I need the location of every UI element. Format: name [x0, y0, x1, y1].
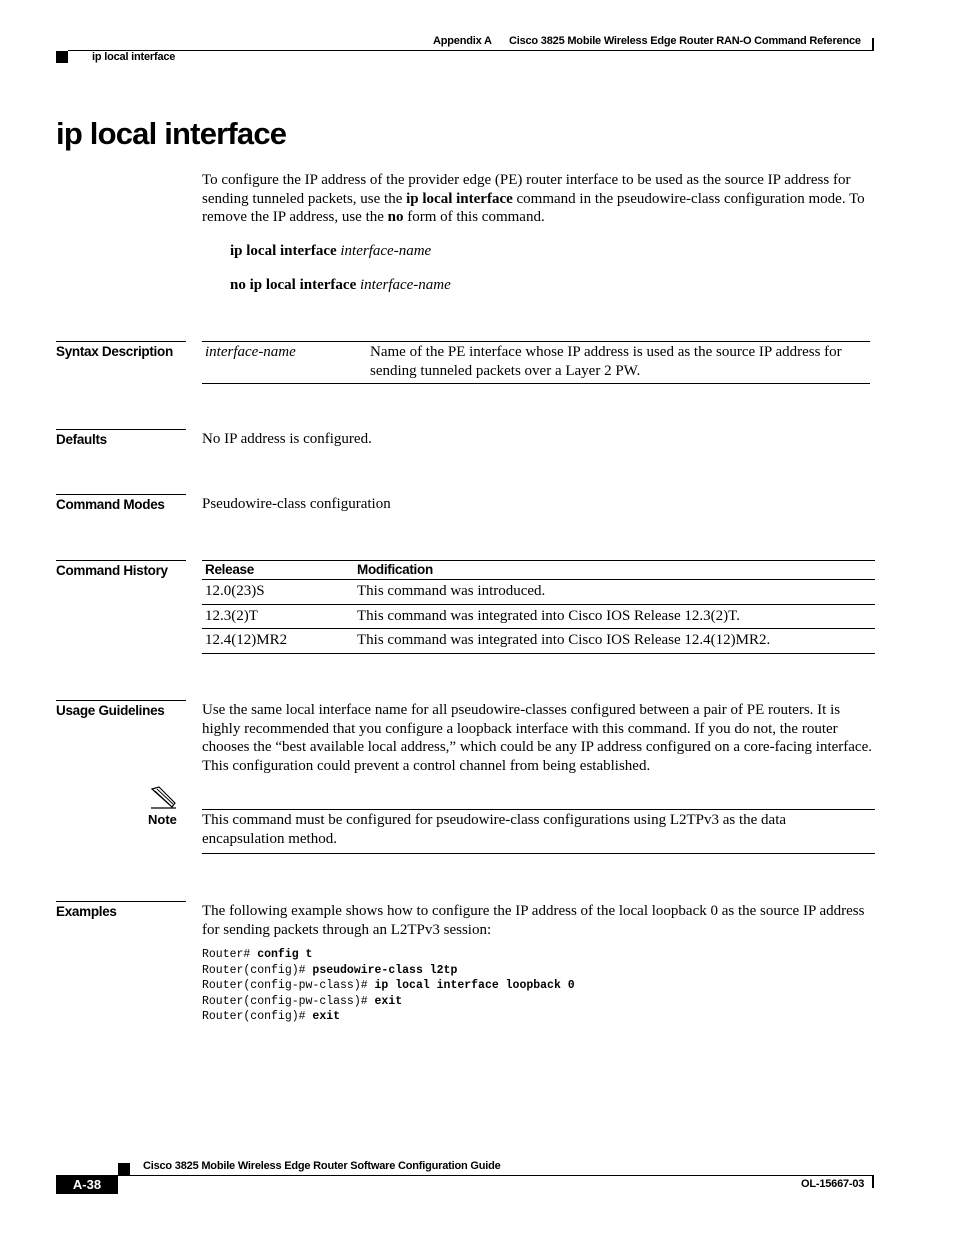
table-header-modification: Modification — [357, 562, 433, 577]
header-marker-square — [56, 51, 68, 63]
code-prompt: Router(config)# — [202, 963, 313, 977]
footer-marker-square — [118, 1163, 130, 1175]
syntax-cmd: ip local interface — [230, 243, 337, 259]
note-text: This command must be configured for pseudowire-class configurations using L2TPv3 as the data encapsulation method. — [202, 812, 787, 847]
command-history-table — [202, 560, 875, 654]
syntax-desc-cell: Name of the PE interface whose IP address is used as the source IP address for sending tunneled packets over a Layer 2 PW. — [370, 344, 842, 379]
table-header-row — [202, 561, 875, 580]
intro-part2: command in the pseudowire-class configuration mode. To remove the IP address, use the — [202, 190, 865, 225]
command-modes-label: Command Modes — [56, 494, 186, 512]
table-cell-release: 12.4(12)MR2 — [205, 632, 288, 648]
footer-right-bar — [872, 1175, 874, 1188]
examples-label: Examples — [56, 901, 186, 919]
intro-part1: To configure the IP address of the provider edge (PE) router interface to be used as the source IP address for sending tunneled packets, use the — [202, 172, 851, 207]
intro-part3: form of this command. — [403, 209, 545, 225]
syntax-line — [230, 242, 431, 261]
code-prompt: Router(config)# — [202, 1010, 313, 1024]
header-doc-title: Cisco 3825 Mobile Wireless Edge Router RAN-O Command Reference — [509, 35, 861, 47]
table-row — [202, 580, 875, 605]
examples-text: The following example shows how to configure the IP address of the local loopback 0 as the source IP address for sending packets through an L2TPv3 session: — [202, 903, 865, 938]
syntax-arg-cell — [205, 343, 296, 362]
usage-guidelines-label: Usage Guidelines — [56, 700, 186, 718]
syntax-no-arg: interface-name — [359, 277, 451, 293]
table-cell-modification: This command was integrated into Cisco IOS Release 12.4(12)MR2. — [357, 632, 771, 648]
table-row — [202, 604, 875, 629]
footer-doc-number: OL-15667-03 — [801, 1178, 865, 1190]
code-command: config t — [257, 948, 313, 961]
syntax-table-bottom-rule — [202, 383, 870, 384]
code-prompt: Router(config-pw-class)# — [202, 994, 375, 1008]
code-command: exit — [374, 994, 403, 1008]
syntax-description-label: Syntax Description — [56, 341, 186, 359]
note-label: Note — [148, 812, 177, 827]
syntax-arg: interface-name — [340, 243, 432, 259]
table-header-release: Release — [205, 562, 254, 577]
intro-paragraph — [202, 171, 878, 227]
table-cell-modification: This command was integrated into Cisco IOS Release 12.3(2)T. — [357, 607, 740, 624]
code-example — [202, 947, 575, 1025]
code-command: ip local interface loopback 0 — [374, 979, 575, 993]
footer-page-number: A-38 — [72, 1177, 102, 1192]
code-command: exit — [312, 1010, 341, 1024]
table-cell-modification: This command was introduced. — [357, 583, 546, 599]
syntax-table-top-rule — [202, 341, 870, 342]
code-line — [202, 978, 575, 994]
command-history-label: Command History — [56, 560, 186, 578]
table-cell-release: 12.0(23)S — [205, 583, 265, 599]
command-modes-text: Pseudowire-class configuration — [202, 496, 391, 512]
table-cell-release: 12.3(2)T — [205, 607, 258, 624]
code-prompt: Router# — [202, 948, 258, 961]
syntax-line-no — [230, 276, 451, 295]
footer-guide-title: Cisco 3825 Mobile Wireless Edge Router Software Configuration Guide — [143, 1160, 501, 1172]
code-command: pseudowire-class l2tp — [312, 963, 458, 977]
defaults-text: No IP address is configured. — [202, 431, 372, 447]
code-line — [202, 1009, 575, 1025]
defaults-label: Defaults — [56, 429, 186, 447]
note-pencil-icon — [148, 786, 178, 815]
intro-no: no — [387, 209, 404, 225]
syntax-arg-name: interface-name — [205, 344, 296, 360]
header-appendix: Appendix A — [433, 35, 492, 47]
header-section: ip local interface — [92, 51, 176, 63]
code-line — [202, 963, 575, 979]
table-row — [202, 629, 875, 654]
footer-rule — [56, 1175, 874, 1176]
code-prompt: Router(config-pw-class)# — [202, 979, 375, 993]
code-line — [202, 947, 575, 963]
note-bottom-rule — [202, 853, 875, 854]
note-top-rule — [202, 809, 875, 810]
footer-page-number-box — [56, 1176, 118, 1194]
header-rule — [68, 50, 874, 51]
page-title: ip local interface — [56, 116, 287, 151]
code-line — [202, 994, 575, 1010]
usage-guidelines-text: Use the same local interface name for all pseudowire-classes configured between a pair of PE routers. It is highly recommended that you configure a loopback interface with this command. If you do not, the router chooses the “best available local address,” which could be any IP address configured on a core-facing interface. This configuration could prevent a control channel from being established. — [202, 702, 872, 774]
intro-cmd: ip local interface — [406, 190, 513, 207]
syntax-no-cmd: no ip local interface — [230, 277, 357, 293]
